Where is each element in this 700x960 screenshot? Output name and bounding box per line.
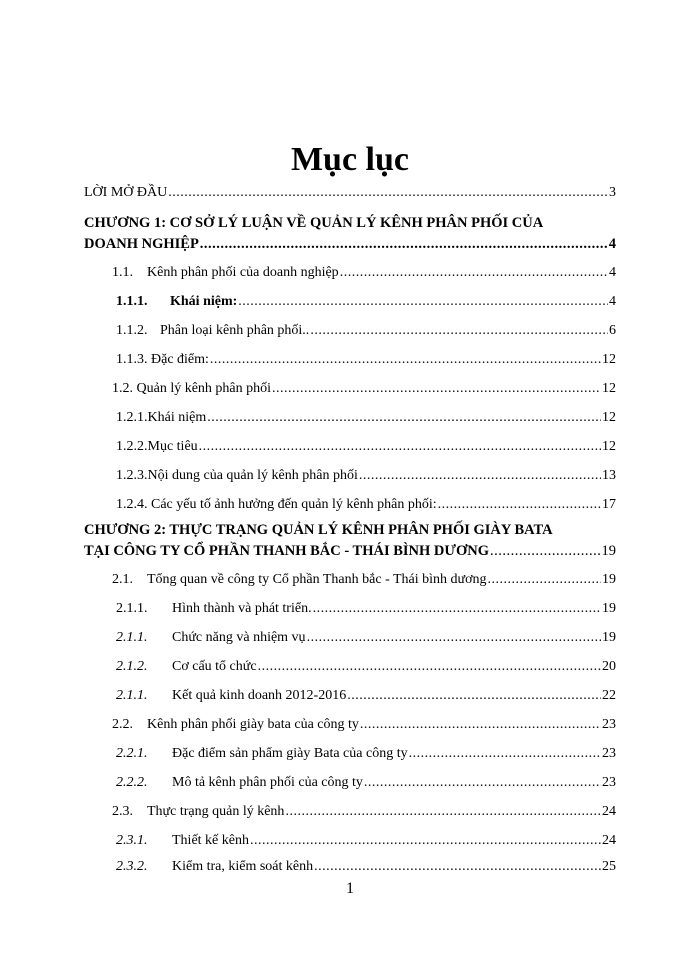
toc-entry[interactable] [116, 745, 616, 763]
toc-entry-label: LỜI MỞ ĐẦU [84, 185, 168, 200]
toc-entry-label: Kênh phân phối giày bata của công ty [147, 717, 359, 732]
toc-entry[interactable] [116, 322, 616, 340]
toc-entry-page: 12 [602, 381, 616, 396]
toc-entry-label: Khái niệm: [170, 294, 238, 309]
chapter-1-heading[interactable]: CHƯƠNG 1: CƠ SỞ LÝ LUẬN VỀ QUẢN LÝ KÊNH PHÂN PHỐI CỦA [84, 215, 544, 231]
chapter-2-heading[interactable]: CHƯƠNG 2: THỰC TRẠNG QUẢN LÝ KÊNH PHÂN PHỐI GIÀY BATA [84, 522, 553, 538]
toc-entry[interactable] [116, 409, 616, 427]
toc-entry-number: 1.1.2. [116, 323, 148, 338]
toc-entry-number: 2.1.1. [116, 688, 148, 703]
toc-entry-label: TẠI CÔNG TY CỔ PHẦN THANH BẮC - THÁI BÌNH DƯƠNG [84, 543, 489, 559]
toc-entry-label: Cơ cấu tổ chức [172, 659, 257, 674]
toc-entry-page: 19 [602, 601, 616, 616]
toc-entry[interactable] [116, 774, 616, 792]
toc-entry-label: Kết quả kinh doanh 2012-2016 [172, 688, 347, 703]
toc-entry[interactable] [116, 629, 616, 647]
toc-entry[interactable] [112, 716, 616, 734]
toc-entry-page: 24 [602, 804, 616, 819]
toc-entry-number: 2.3.1. [116, 833, 148, 848]
toc-entry-label: Thực trạng quản lý kênh [147, 804, 285, 819]
toc-entry[interactable] [112, 803, 616, 821]
toc-entry-label: Tổng quan về công ty Cổ phần Thanh bắc - Thái bình dương [147, 572, 487, 587]
toc-entry-number: 1.1.1. [116, 294, 148, 309]
toc-entry-number: 2.2.1. [116, 746, 148, 761]
toc-entry-label: 1.2. Quản lý kênh phân phối [112, 381, 272, 396]
toc-entry[interactable] [116, 832, 616, 850]
toc-entry-page: 19 [602, 630, 616, 645]
toc-entry-label: Phân loại kênh phân phối.. [160, 323, 310, 338]
toc-entry[interactable] [116, 496, 616, 514]
toc-entry[interactable] [116, 351, 616, 369]
toc-entry[interactable] [116, 858, 616, 876]
toc-entry-number: 1.1. [112, 265, 133, 280]
toc-entry-page: 4 [608, 236, 616, 252]
toc-entry-number: 2.3. [112, 804, 133, 819]
toc-entry-number: 2.1.1. [116, 630, 148, 645]
toc-entry-label: Kiểm tra, kiểm soát kênh [172, 859, 314, 874]
toc-entry-number: 2.1.1. [116, 601, 148, 616]
toc-entry-label: 1.2.1.Khái niệm [116, 410, 207, 425]
toc-entry[interactable] [112, 264, 616, 282]
toc-entry-page: 12 [602, 439, 616, 454]
toc-entry-label: Mô tả kênh phân phối của công ty [172, 775, 363, 790]
toc-entry-chapter-1[interactable] [84, 235, 616, 253]
toc-entry-number: 2.2.2. [116, 775, 148, 790]
toc-entry-page: 19 [601, 543, 616, 559]
toc-entry[interactable] [112, 380, 616, 398]
page-title: Mục lục [290, 141, 410, 178]
toc-entry-page: 25 [602, 859, 616, 874]
toc-entry[interactable] [112, 571, 616, 589]
toc-entry-page: 19 [602, 572, 616, 587]
toc-entry-page: 23 [602, 746, 616, 761]
toc-entry-label: DOANH NGHIỆP [84, 236, 199, 252]
toc-entry-label: 1.2.4. Các yếu tố ảnh hưởng đến quản lý kênh phân phối: [116, 497, 437, 512]
toc-entry[interactable] [116, 687, 616, 705]
toc-entry-number: 2.3.2. [116, 859, 148, 874]
toc-entry-label: Hình thành và phát triển. [172, 601, 312, 616]
toc-entry-chapter-2[interactable] [84, 542, 616, 560]
toc-entry-page: 6 [609, 323, 616, 338]
toc-entry-page: 3 [609, 185, 616, 200]
toc-entry-label: Thiết kế kênh [172, 833, 249, 848]
toc-entry-label: 1.1.3. Đặc điểm: [116, 352, 209, 367]
toc-entry-number: 2.1.2. [116, 659, 148, 674]
toc-entry[interactable] [84, 184, 616, 202]
toc-entry-page: 23 [602, 775, 616, 790]
toc-entry-page: 22 [602, 688, 616, 703]
toc-entry-label: Đặc điểm sản phẩm giày Bata của công ty [172, 746, 408, 761]
toc-entry-page: 17 [602, 497, 616, 512]
toc-entry[interactable] [116, 293, 616, 311]
toc-entry[interactable] [116, 438, 616, 456]
toc-entry-page: 4 [609, 265, 616, 280]
page-number: 1 [346, 880, 354, 897]
toc-entry[interactable] [116, 467, 616, 485]
toc-entry-page: 24 [602, 833, 616, 848]
toc-entry-page: 20 [602, 659, 616, 674]
toc-entry-page: 13 [602, 468, 616, 483]
toc-entry-page: 12 [602, 352, 616, 367]
toc-entry-number: 2.2. [112, 717, 133, 732]
toc-entry-label: Kênh phân phối của doanh nghiệp [147, 265, 339, 280]
toc-entry-page: 23 [602, 717, 616, 732]
toc-entry-label: 1.2.2.Mục tiêu [116, 439, 198, 454]
toc-entry-label: Chức năng và nhiệm vụ [172, 630, 306, 645]
toc-entry-page: 4 [609, 294, 616, 309]
toc-entry[interactable] [116, 658, 616, 676]
toc-entry-page: 12 [602, 410, 616, 425]
toc-entry-number: 2.1. [112, 572, 133, 587]
toc-entry-label: 1.2.3.Nội dung của quản lý kênh phân phối [116, 468, 358, 483]
toc-entry[interactable] [116, 600, 616, 618]
